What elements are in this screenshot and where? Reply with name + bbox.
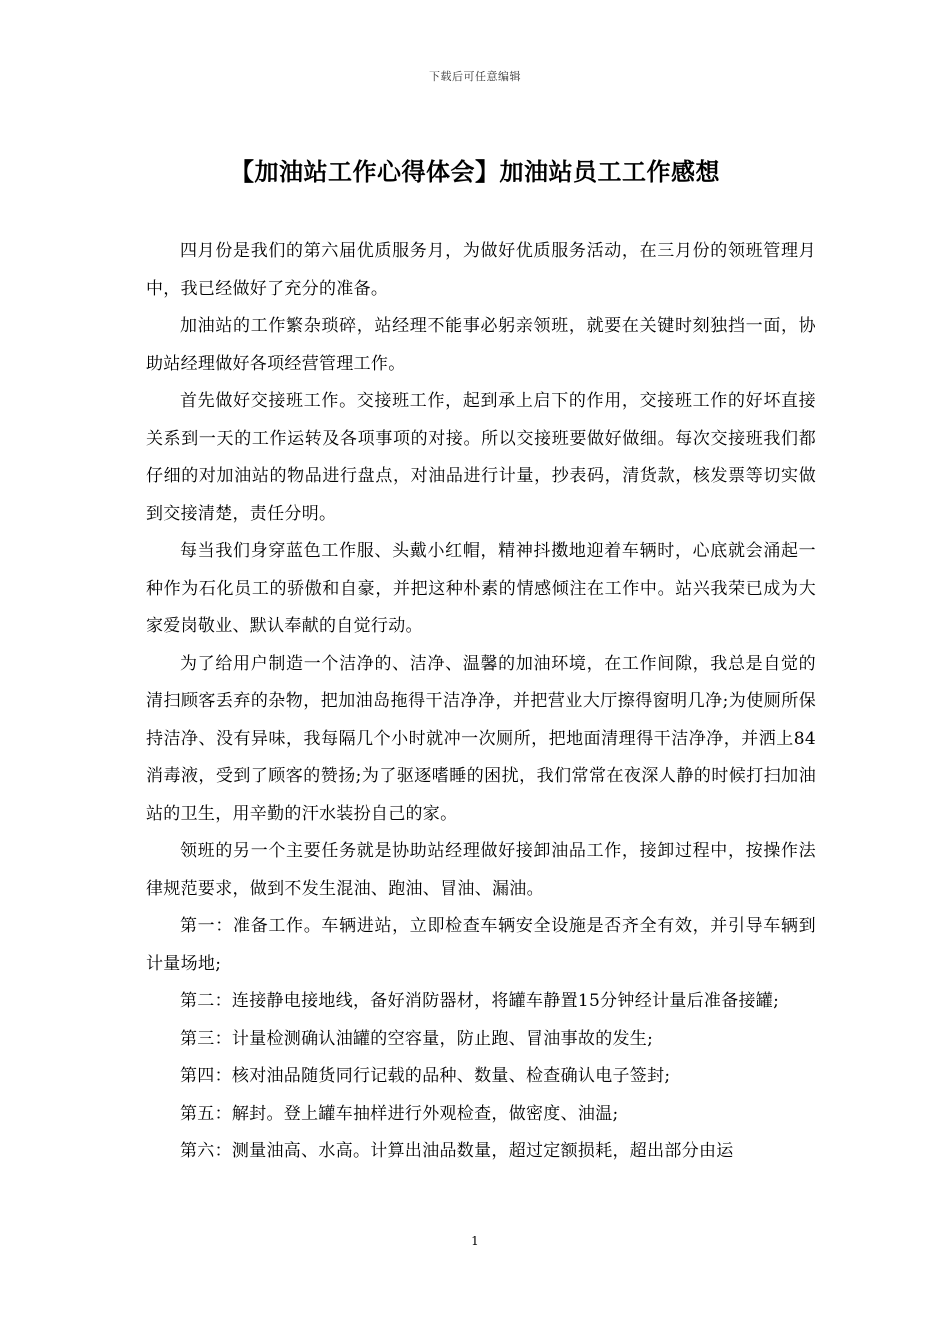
paragraph-4: 每当我们身穿蓝色工作服、头戴小红帽，精神抖擞地迎着车辆时，心底就会涌起一种作为石化员工的骄傲和自豪，并把这种朴素的情感倾注在工作中。站兴我荣已成为大家爱岗敬业、默认奉献的自觉行动。	[146, 541, 816, 636]
step-4-paragraph: 第四：核对油品随货同行记载的品种、数量、检查确认电子签封;	[180, 1066, 671, 1086]
document-title: 【加油站工作心得体会】加油站员工工作感想	[230, 157, 720, 186]
step-6-paragraph: 第六：测量油高、水高。计算出油品数量，超过定额损耗，超出部分由运	[180, 1141, 734, 1161]
paragraph-1: 四月份是我们的第六届优质服务月，为做好优质服务活动，在三月份的领班管理月中，我已经做好了充分的准备。	[146, 241, 816, 299]
header-note: 下载后可任意编辑	[429, 70, 521, 83]
step-1-paragraph: 第一：准备工作。车辆进站，立即检查车辆安全设施是否齐全有效，并引导车辆到计量场地;	[146, 916, 816, 974]
step-5-paragraph: 第五：解封。登上罐车抽样进行外观检查，做密度、油温;	[180, 1103, 619, 1124]
paragraph-5: 为了给用户制造一个洁净的、洁净、温馨的加油环境，在工作间隙，我总是自觉的清扫顾客丢弃的杂物，把加油岛拖得干洁净净，并把营业大厅擦得窗明几净;为使厕所保持洁净、没有异味，我每隔几个小时就冲一次厕所，把地面清理得干洁净净，并洒上84消毒液，受到了顾客的赞扬;为了驱逐嗜睡的困扰，我们常常在夜深人静的时候打扫加油站的卫生，用辛勤的汗水装扮自己的家。	[146, 653, 816, 824]
paragraph-2: 加油站的工作繁杂琐碎，站经理不能事必躬亲领班，就要在关键时刻独挡一面，协助站经理做好各项经营管理工作。	[146, 316, 816, 374]
document-body	[146, 233, 816, 1171]
step-2-paragraph: 第二：连接静电接地线，备好消防器材，将罐车静置15分钟经计量后准备接罐;	[180, 991, 780, 1011]
page-number: 1	[471, 1234, 479, 1248]
paragraph-6: 领班的另一个主要任务就是协助站经理做好接卸油品工作，接卸过程中，按操作法律规范要求，做到不发生混油、跑油、冒油、漏油。	[146, 841, 816, 899]
step-3-paragraph: 第三：计量检测确认油罐的空容量，防止跑、冒油事故的发生;	[180, 1028, 654, 1049]
paragraph-3: 首先做好交接班工作。交接班工作，起到承上启下的作用，交接班工作的好坏直接关系到一天的工作运转及各项事项的对接。所以交接班要做好做细。每次交接班我们都仔细的对加油站的物品进行盘点，对油品进行计量，抄表码，清货款，核发票等切实做到交接清楚，责任分明。	[146, 391, 816, 524]
